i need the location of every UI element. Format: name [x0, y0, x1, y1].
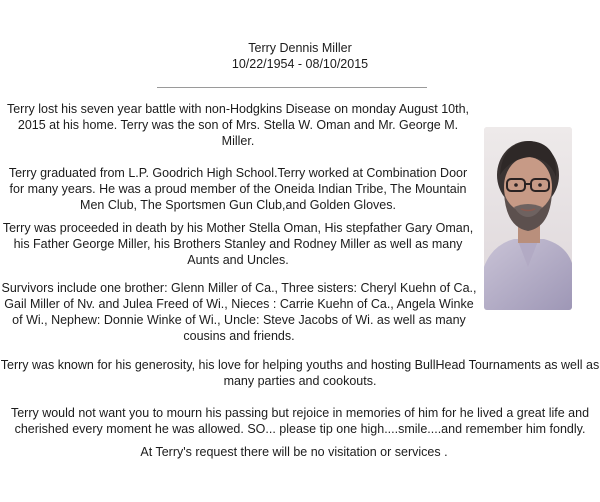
paragraph-passing: Terry lost his seven year battle with non-Hodgkins Disease on monday August 10th, 2015 at his home. Terry was the son of Mrs. Stella W. Oman and Mr. George M. Miller.: [6, 102, 470, 148]
paragraph-services: At Terry's request there will be no visitation or services .: [140, 445, 448, 459]
paragraph-remembrance: Terry would not want you to mourn his passing but rejoice in memories of him for he lived a great life and cherished every moment he was allowed. SO... please tip one high....smile....and remember him fondly.: [10, 406, 590, 436]
portrait-photo: [484, 127, 572, 310]
paragraph-predeceased: Terry was proceeded in death by his Mother Stella Oman, His stepfather Gary Oman, his Father George Miller, his Brothers Stanley and Rodney Miller as well as many Aunts and Uncles.: [2, 221, 474, 267]
paragraph-survivors: Survivors include one brother: Glenn Miller of Ca., Three sisters: Cheryl Kuehn of Ca., Gail Miller of Nv. and Julea Freed of Wi., Nieces : Carrie Kuehn of Ca., Angela Winke of Wi., Nephew: Donnie Winke of Wi., Uncle: Steve Jacobs of Wi. as well as many cousins and friends.: [1, 281, 477, 343]
obituary-name: Terry Dennis Miller: [248, 41, 352, 55]
obituary-dates: 10/22/1954 - 08/10/2015: [231, 57, 369, 71]
obituary-header: [0, 40, 600, 72]
paragraph-generosity: Terry was known for his generosity, his love for helping youths and hosting BullHead Tournaments as well as many parties and cookouts.: [0, 358, 600, 388]
paragraph-education-work: Terry graduated from L.P. Goodrich High School.Terry worked at Combination Door for many years. He was a proud member of the Oneida Indian Tribe, The Mountain Men Club, The Sportsmen Gun Club,and Golden Gloves.: [8, 166, 468, 212]
header-divider: [157, 87, 427, 88]
